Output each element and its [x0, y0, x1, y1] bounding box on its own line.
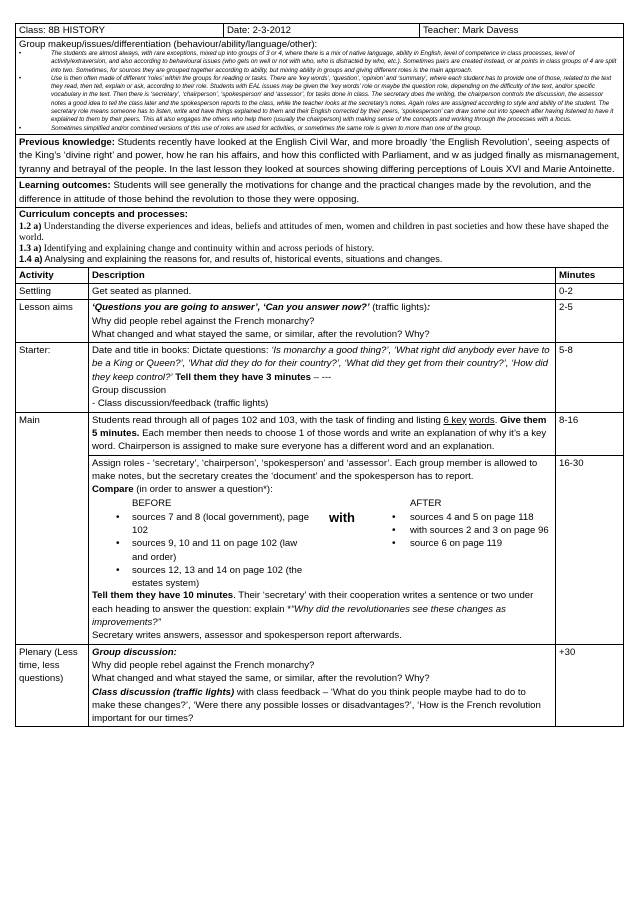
aims-colon: : [426, 302, 431, 314]
secretary-text: Secretary writes answers, assessor and spokesperson report afterwards. [92, 630, 402, 642]
tell-question: “Why did the revolutionaries see these changes as improvements?” [92, 603, 506, 629]
list-item: • sources 12, 13 and 14 on page 102 (the estates system) [92, 564, 314, 591]
curriculum-item [19, 243, 620, 254]
description-cell [89, 455, 556, 644]
description-cell: Get seated as planned. [89, 283, 556, 299]
list-item: • sources 7 and 8 (local government), page 102 [92, 511, 314, 538]
info-table [15, 37, 624, 268]
curriculum-code: 1.3 a) [19, 243, 42, 255]
curriculum-code: 1.2 a) [19, 220, 42, 232]
starter-lead: Date and title in books: Dictate questions: [92, 345, 272, 357]
activity-header: Activity [16, 267, 89, 283]
compare-text: (in order to answer a question*): [133, 484, 273, 496]
activity-cell: Lesson aims [16, 300, 89, 343]
main-keywords: words [469, 414, 495, 426]
tell-time: Tell them they have 10 minutes [92, 590, 234, 602]
group-bullet-text: The students are almost always, with rare exceptions, mixed up into groups of 3 or 4, where there is a mix of native language, ability in English, level of competence in class processes, level of activity/extraversion, and also according to behavioural issues (who gets on well or not with who, who is distracted by who, etc.). Sometimes pairs are created instead, or at points in class groups of 4 are split into two. Sometimes, for sources they are grouped together according to ability, but mixing ability in groups and giving different roles is the main approach. [51, 50, 617, 74]
description-cell [89, 644, 556, 727]
starter-line: - Class discussion/feedback (traffic lights) [92, 398, 269, 410]
plenary-heading: Group discussion: [92, 646, 177, 658]
plenary-line: Why did people rebel against the French monarchy? [92, 659, 315, 671]
curriculum-text: Identifying and explaining change and continuity within and across periods of history. [41, 243, 375, 255]
activity-cell: Starter: [16, 343, 89, 412]
previous-knowledge-label: Previous knowledge: [19, 136, 115, 148]
table-row [16, 300, 624, 343]
class-cell: Class: 8B HISTORY [16, 24, 224, 38]
list-item: • source 6 on page 119 [382, 537, 552, 550]
roles-text: Assign roles - ‘secretary’, ‘chairperson’, ‘spokesperson’ and ‘assessor’. Each group member is allowed to make notes, but the secretary creates the ‘document’ and the spokesperson has to report. [92, 457, 538, 482]
curriculum-cell [16, 208, 624, 268]
description-header: Description [89, 267, 556, 283]
group-bullet [19, 50, 620, 75]
minutes-cell: 16-30 [556, 455, 624, 644]
minutes-cell: 0-2 [556, 283, 624, 299]
compare-block [92, 497, 552, 589]
lesson-plan [15, 23, 624, 727]
learning-outcomes-text: Students will see generally the motivations for change and the practical changes made by the revolution, and the difference in attitude of those behind the revolution to those they were opposing. [19, 180, 592, 205]
bullet-icon: • [19, 50, 22, 57]
main-time: Give them 5 minutes. [92, 414, 547, 439]
plenary-line: What changed and what stayed the same, or similar, after the revolution? Why? [92, 673, 430, 685]
bullet-icon: • [19, 124, 22, 132]
minutes-header: Minutes [556, 267, 624, 283]
group-bullet [19, 125, 620, 133]
teacher-cell: Teacher: Mark Davess [420, 24, 624, 38]
aims-line: Why did people rebel against the French monarchy? [92, 315, 315, 327]
minutes-cell: +30 [556, 644, 624, 727]
curriculum-code: 1.4 a) [19, 254, 43, 265]
starter-time: Tell them they have 3 minutes [172, 371, 311, 383]
compare-label: Compare [92, 484, 134, 496]
before-column [92, 497, 314, 590]
curriculum-text: Understanding the diverse experiences and ideas, beliefs and attitudes of men, women and children in past societies and how these have shaped the world. [19, 220, 609, 243]
header-table [15, 23, 624, 38]
table-row [16, 283, 624, 299]
date-cell: Date: 2-3-2012 [224, 24, 420, 38]
bullet-icon: • [19, 74, 22, 82]
starter-tail: – --- [310, 371, 332, 383]
minutes-cell: 2-5 [556, 300, 624, 343]
curriculum-item [19, 221, 620, 244]
group-makeup-title: Group makeup/issues/differentiation (behaviour/ability/language/other): [19, 39, 318, 50]
plenary-discussion: Class discussion (traffic lights) [92, 686, 235, 698]
starter-questions: ‘Is monarchy a good thing?’, ‘What right did anybody ever have to be a King or Queen?’, ‘What did they do for their country?’, ‘What did they get from their country?’, ‘How did they keep control?’ [92, 345, 550, 383]
list-item: • with sources 2 and 3 on page 96 [382, 524, 552, 537]
group-bullet-text: Sometimes simplified and/or combined versions of this use of roles are used for activities, or sometimes the same role is given to more than one of the group. [51, 124, 482, 132]
list-item: • sources 4 and 5 on page 118 [382, 511, 552, 524]
activity-cell: Settling [16, 283, 89, 299]
activity-table [15, 267, 624, 728]
main-text: Each member then needs to choose 1 of those words and write an explanation of why it’s a key word. Chairperson is assigned to make sure everyone has a different word and an explanation. [92, 427, 547, 453]
tell-text: . Their ‘secretary’ with their cooperation writes a sentence or two under each heading to answer the question: explain * [92, 590, 534, 615]
before-heading: BEFORE [132, 498, 172, 510]
minutes-cell: 5-8 [556, 343, 624, 412]
previous-knowledge-cell [16, 134, 624, 177]
aims-traffic: (traffic lights) [369, 302, 427, 314]
minutes-cell: 8-16 [556, 412, 624, 455]
description-cell [89, 300, 556, 343]
description-cell [89, 412, 556, 455]
after-column [382, 497, 552, 550]
group-bullet [19, 75, 620, 125]
table-row [16, 644, 624, 727]
list-item: • sources 9, 10 and 11 on page 102 (law and order) [92, 537, 314, 564]
aims-questions: ‘Questions you are going to answer’, ‘Can you answer now?’ [92, 302, 370, 314]
table-row [16, 412, 624, 455]
main-text: Students read through all of pages 102 and 103, with the task of finding and listing [92, 414, 444, 426]
plenary-text: with class feedback – ‘What do you think people maybe had to do to make these changes?’, ‘Were there any possible losses or disadvantages?’, ‘How is the French revolution important for our times? [92, 686, 541, 725]
activity-cell: Main [16, 412, 89, 644]
table-row [16, 455, 624, 644]
after-heading: AFTER [410, 498, 442, 510]
learning-outcomes-cell [16, 178, 624, 208]
main-keywords: 6 key [443, 414, 467, 426]
group-makeup-cell [16, 38, 624, 135]
curriculum-label: Curriculum concepts and processes: [19, 209, 189, 220]
with-label: with [329, 510, 355, 526]
starter-line: Group discussion [92, 385, 167, 397]
curriculum-text: Analysing and explaining the reasons for, and results of, historical events, situations and changes. [42, 254, 443, 265]
previous-knowledge-text: Students recently have looked at the English Civil War, and more broadly ‘the English Revolution’, seeing aspects of the King’s ‘divine right’ and power, how he ran his affairs, and how this conflicted with Parliament, and w as judged finally as mismanagement, tyranny and betrayal of the people. In the last lesson they looked at sources showing differing perceptions of Louis XVI and Marie Antoinette. [19, 136, 620, 175]
group-bullet-text: Use is then often made of different ‘roles’ within the groups for reading or tasks. There are ‘key words’, ‘question’, ‘opinion’ and ‘summary’, where each student has to provide one of those, related to the text they read, then tell, explain or ask, according to their role. Students with EAL issues may be given the ‘key words’ role or maybe the question role, depending on the difficulty of the text, and/or specific vocabulary in the text. Then there is ‘secretary’, ‘chairperson’, ‘spokesperson’ and ‘assessor’, for tasks done in class. The secretary does the writing, the chairperson controls the discussion, the assessor notes a good idea to tell the class later and the spokesperson reports to the class, while the teacher looks at the secretary’s notes. Again roles are assigned according to style and ability of the student. The secretary role means someone has to listen, write and have things explained to them and their English corrected by their peers, ‘spokesperson’ can draw some out into speech after having listened to have it explained to them by their peers. This all also engages the others who help them (usually the chairperson) with making sense of the concepts and working through the processes with a focus. [51, 74, 614, 124]
curriculum-item [19, 254, 620, 265]
main-text: . [494, 414, 501, 426]
table-row [16, 343, 624, 412]
description-cell [89, 343, 556, 412]
learning-outcomes-label: Learning outcomes: [19, 180, 111, 192]
aims-line: What changed and what stayed the same, or similar, after the revolution? Why? [92, 328, 430, 340]
activity-cell: Plenary (Less time, less questions) [16, 644, 89, 727]
